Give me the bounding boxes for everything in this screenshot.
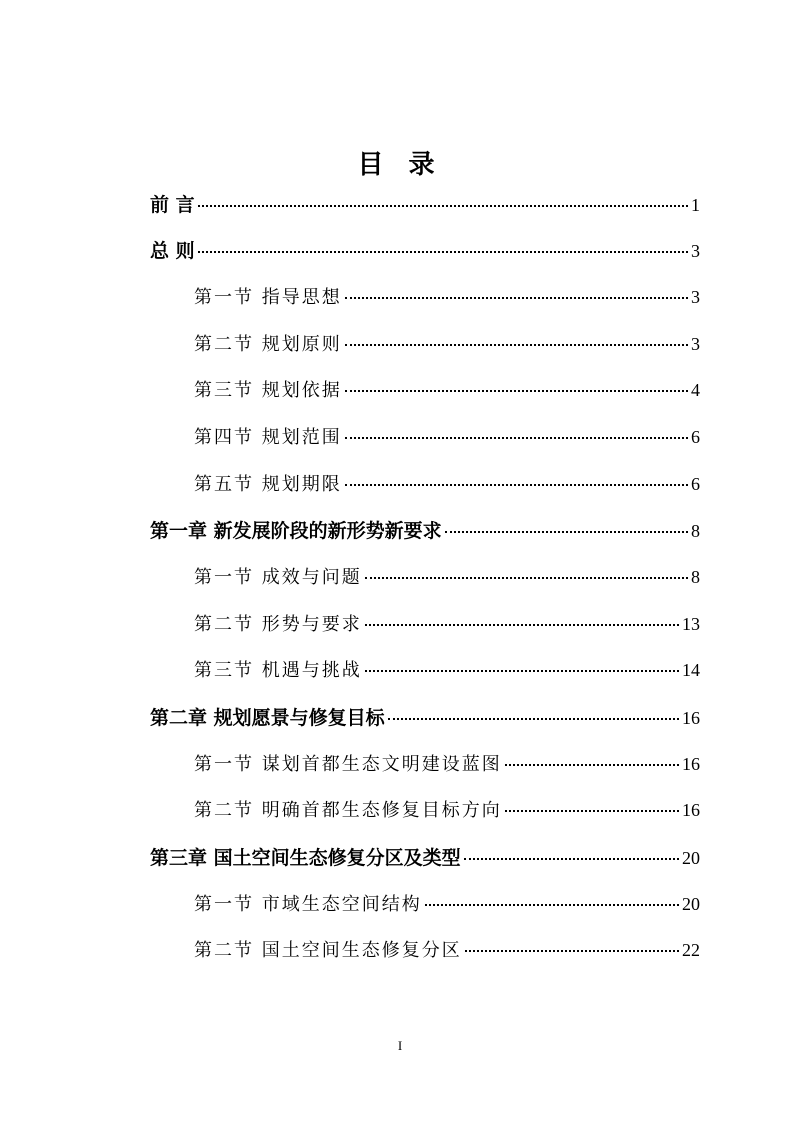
toc-entry-label: 第二节 形势与要求: [194, 614, 362, 635]
toc-entry-label: 第一节 指导思想: [194, 287, 342, 308]
toc-entry-section[interactable]: [194, 750, 700, 782]
toc-entry-label: 第三节 规划依据: [194, 380, 342, 401]
toc-entry-label: 第二节 规划原则: [194, 334, 342, 355]
toc-leader-dots: [465, 950, 679, 952]
toc-leader-dots: [198, 205, 688, 207]
toc-entry-page: 22: [682, 940, 700, 960]
toc-leader-dots: [345, 390, 688, 392]
toc-entry-section[interactable]: [194, 470, 700, 502]
toc-entry-page: 3: [691, 241, 700, 261]
toc-leader-dots: [388, 718, 679, 720]
toc-entry-chapter[interactable]: [150, 843, 700, 875]
toc-leader-dots: [505, 764, 679, 766]
toc-entry-page: 1: [691, 195, 700, 215]
page-title: 目 录: [357, 150, 443, 180]
toc-entry-page: 16: [682, 754, 700, 774]
toc-entry-page: 20: [682, 894, 700, 914]
toc-entry-label: 第二章 规划愿景与修复目标: [150, 707, 385, 729]
toc-leader-dots: [464, 858, 679, 860]
toc-entry-chapter[interactable]: [150, 703, 700, 735]
toc-entry-section[interactable]: [194, 610, 700, 642]
toc-entry-label: 前 言: [150, 194, 195, 216]
toc-entry-label: 第二节 明确首都生态修复目标方向: [194, 800, 502, 821]
toc-entry-label: 第一节 市域生态空间结构: [194, 894, 422, 915]
toc-entry-label: 第一章 新发展阶段的新形势新要求: [150, 520, 442, 542]
toc-entry-chapter[interactable]: [150, 516, 700, 548]
toc-entry-section[interactable]: [194, 563, 700, 595]
toc-leader-dots: [505, 810, 679, 812]
toc-entry-section[interactable]: [194, 656, 700, 688]
toc-leader-dots: [445, 531, 688, 533]
toc-entry-section[interactable]: [194, 796, 700, 828]
toc-entry-page: 8: [691, 567, 700, 587]
toc-leader-dots: [345, 297, 688, 299]
toc-leader-dots: [365, 624, 679, 626]
toc-entry-page: 16: [682, 708, 700, 728]
toc-entry-page: 3: [691, 287, 700, 307]
toc-entry-label: 第二节 国土空间生态修复分区: [194, 940, 462, 961]
toc-entry-preface[interactable]: [150, 190, 700, 222]
toc-entry-section[interactable]: [194, 890, 700, 922]
toc-entry-label: 第三章 国土空间生态修复分区及类型: [150, 847, 461, 869]
toc-leader-dots: [365, 670, 679, 672]
toc-entry-section[interactable]: [194, 936, 700, 968]
toc-entry-page: 3: [691, 334, 700, 354]
toc-entry-page: 20: [682, 848, 700, 868]
toc-entry-section[interactable]: [194, 423, 700, 455]
toc-leader-dots: [365, 577, 688, 579]
toc-entry-page: 8: [691, 521, 700, 541]
toc-leader-dots: [345, 344, 688, 346]
toc-leader-dots: [198, 251, 688, 253]
toc-entry-page: 14: [682, 660, 700, 680]
toc-leader-dots: [425, 904, 679, 906]
toc-entry-page: 6: [691, 474, 700, 494]
toc-entry-general[interactable]: [150, 236, 700, 268]
toc-entry-label: 第三节 机遇与挑战: [194, 660, 362, 681]
toc-entry-page: 6: [691, 427, 700, 447]
toc-entry-label: 第五节 规划期限: [194, 474, 342, 495]
toc-entry-section[interactable]: [194, 330, 700, 362]
toc-entry-page: 16: [682, 800, 700, 820]
toc-entry-section[interactable]: [194, 376, 700, 408]
toc-entry-label: 总 则: [150, 240, 195, 262]
toc-entry-page: 4: [691, 380, 700, 400]
toc-leader-dots: [345, 484, 688, 486]
toc-leader-dots: [345, 437, 688, 439]
toc-entry-label: 第一节 成效与问题: [194, 567, 362, 588]
toc-entry-label: 第一节 谋划首都生态文明建设蓝图: [194, 754, 502, 775]
toc-entry-label: 第四节 规划范围: [194, 427, 342, 448]
toc-entry-page: 13: [682, 614, 700, 634]
toc-entry-section[interactable]: [194, 283, 700, 315]
page-number: I: [397, 1038, 403, 1053]
